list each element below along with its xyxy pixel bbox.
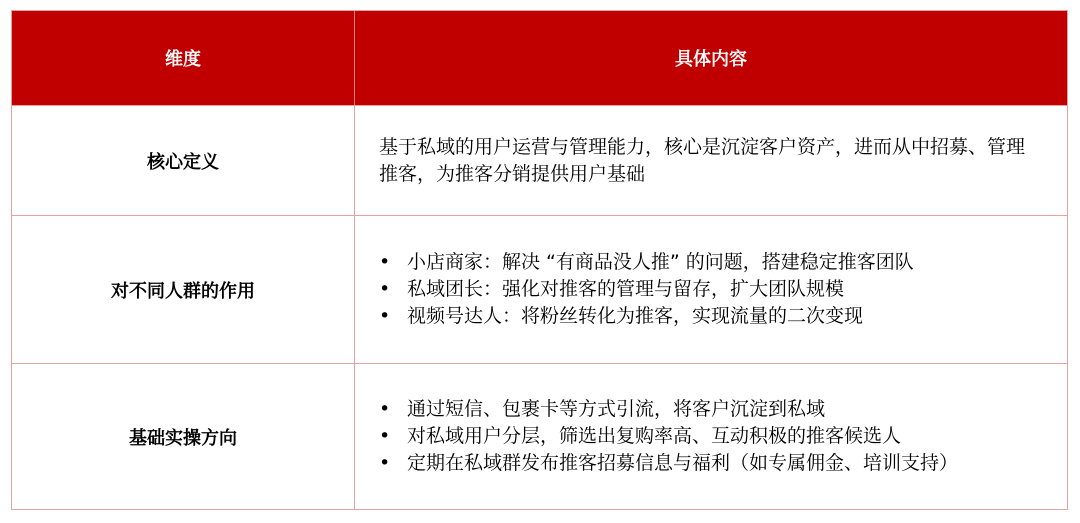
row-dimension-practice: 基础实操方向 (12, 363, 355, 509)
header-dimension: 维度 (12, 11, 355, 105)
row-content-practice (355, 363, 1067, 509)
roles-list (379, 249, 914, 330)
row-dimension-roles: 对不同人群的作用 (12, 215, 355, 363)
header-content: 具体内容 (355, 11, 1067, 105)
practice-list (379, 396, 958, 477)
bullet-icon: • (379, 398, 391, 420)
info-table (11, 10, 1068, 510)
list-item: • 小店商家：解决 “有商品没人推” 的问题，搭建稳定推客团队 (379, 249, 914, 276)
bullet-icon: • (379, 452, 391, 474)
row-dimension-definition: 核心定义 (12, 105, 355, 215)
row-content-roles (355, 215, 1067, 363)
list-item: • 通过短信、包裹卡等方式引流，将客户沉淀到私域 (379, 396, 958, 423)
row-content-definition (355, 105, 1067, 215)
bullet-icon: • (379, 251, 391, 273)
list-item: • 对私域用户分层，筛选出复购率高、互动积极的推客候选人 (379, 423, 958, 450)
list-item: • 定期在私域群发布推客招募信息与福利（如专属佣金、培训支持） (379, 450, 958, 477)
bullet-icon: • (379, 425, 391, 447)
list-item: • 私域团长：强化对推客的管理与留存，扩大团队规模 (379, 276, 914, 303)
list-item: • 视频号达人：将粉丝转化为推客，实现流量的二次变现 (379, 303, 914, 330)
definition-text: 基于私域的用户运营与管理能力，核心是沉淀客户资产，进而从中招募、管理推客，为推客分销提供用户基础 (379, 135, 1026, 185)
bullet-icon: • (379, 278, 391, 300)
bullet-icon: • (379, 305, 391, 327)
